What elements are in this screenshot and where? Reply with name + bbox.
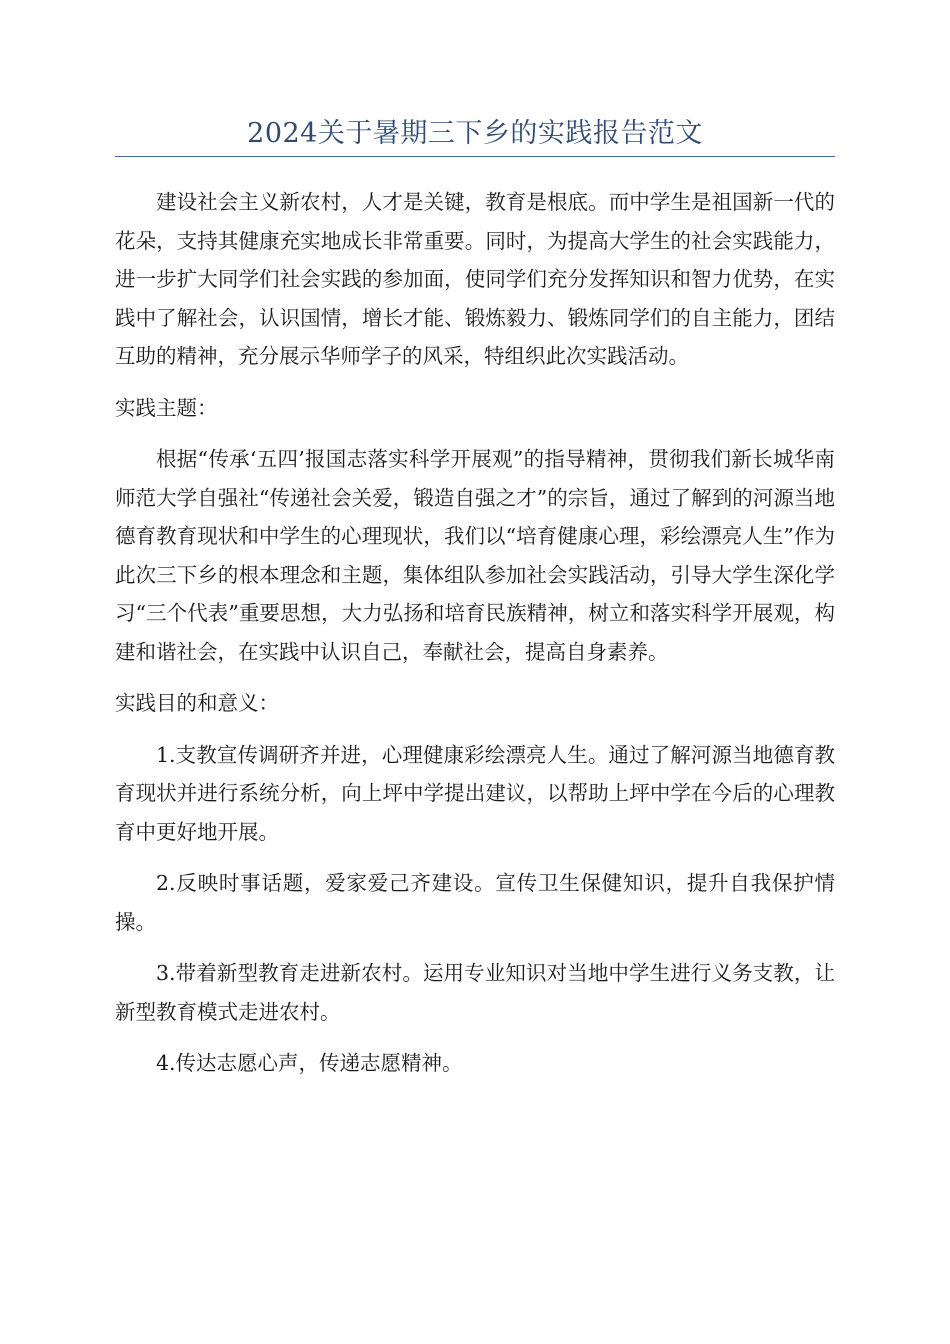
intro-paragraph: 建设社会主义新农村，人才是关键，教育是根底。而中学生是祖国新一代的花朵，支持其健康充实地成长非常重要。同时，为提高大学生的社会实践能力，进一步扩大同学们社会实践的参加面，使同学们充分发挥知识和智力优势，在实践中了解社会，认识国情，增长才能、锻炼毅力、锻炼同学们的自主能力，团结互助的精神，充分展示华师学子的风采，特组织此次实践活动。 xyxy=(115,190,835,368)
purpose-item-1: 1.支教宣传调研齐并进，心理健康彩绘漂亮人生。通过了解河源当地德育教育现状并进行系统分析，向上坪中学提出建议，以帮助上坪中学在今后的心理教育中更好地开展。 xyxy=(115,742,835,844)
section-heading-theme: 实践主题： xyxy=(115,395,218,420)
document-title: 2024关于暑期三下乡的实践报告范文 xyxy=(247,118,703,149)
section-heading-purpose: 实践目的和意义： xyxy=(115,691,279,715)
purpose-item-4: 4.传达志愿心声，传递志愿精神。 xyxy=(156,1051,463,1075)
theme-paragraph: 根据“传承‘五四’报国志落实科学开展观”的指导精神，贯彻我们新长城华南师范大学自强社“传递社会关爱，锻造自强之才”的宗旨，通过了解到的河源当地德育教育现状和中学生的心理现状，我们以“培育健康心理，彩绘漂亮人生”作为此次三下乡的根本理念和主题，集体组队参加社会实践活动，引导大学生深化学习“三个代表”重要思想，大力弘扬和培育民族精神，树立和落实科学开展观，构建和谐社会，在实践中认识自己，奉献社会，提高自身素养。 xyxy=(115,447,835,664)
document-page xyxy=(115,112,835,1096)
purpose-item-2: 2.反映时事话题，爱家爱己齐建设。宣传卫生保健知识，提升自我保护情操。 xyxy=(115,871,835,934)
title-underline xyxy=(115,156,835,157)
purpose-item-3: 3.带着新型教育走进新农村。运用专业知识对当地中学生进行义务支教，让新型教育模式走进农村。 xyxy=(115,961,835,1024)
